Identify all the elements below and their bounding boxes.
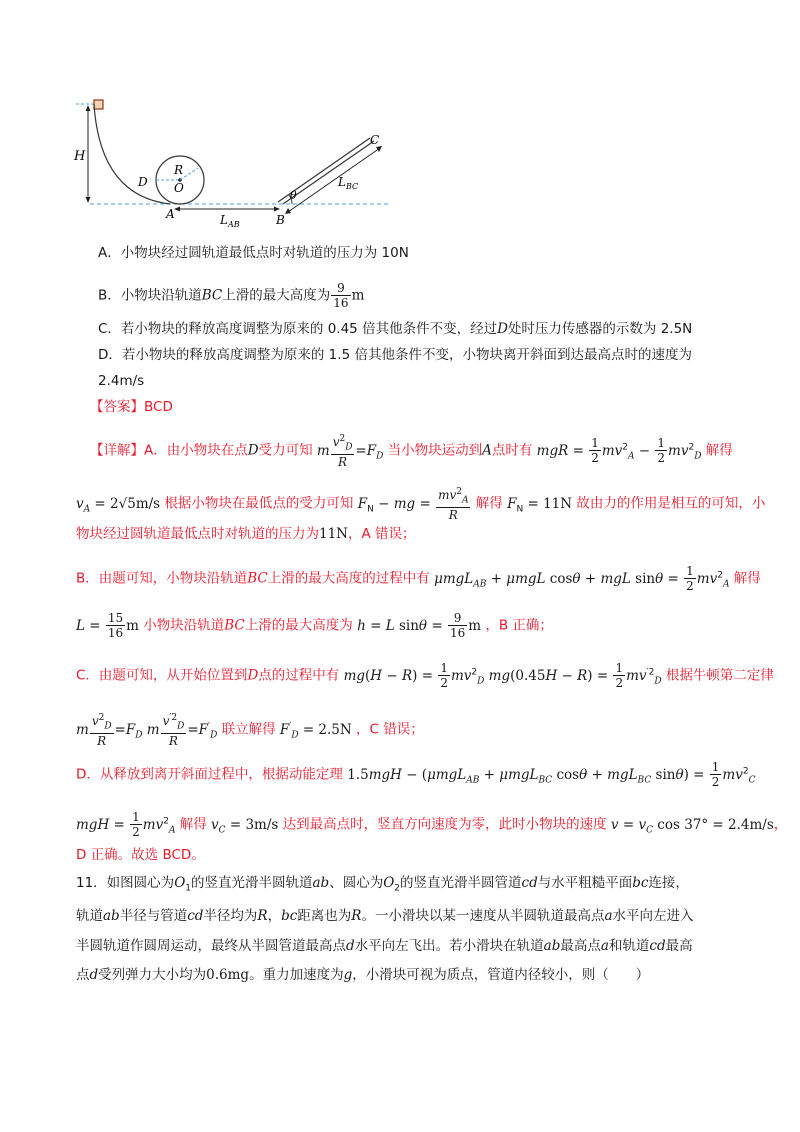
label-b: B <box>276 213 285 227</box>
small-block <box>94 100 103 109</box>
detail-line-2: $v_A = 2√5m/s$ 根据小物块在最低点的受力可知 $F_N$ − mg = $\frac{mv^2_A}{R}$ 解得 $F_N = 11N$ 故由力的作用是相互的可知，小 <box>76 487 766 523</box>
lab-arrow-left <box>174 207 180 212</box>
option-c: C．若小物块的释放高度调整为原来的 0.45 倍其他条件不变，经过D处时压力传感器的示数为 2.5N <box>98 321 693 337</box>
option-a: A．小物块经过圆轨道最低点时对轨道的压力为 10N <box>98 245 409 261</box>
option-b: B．小物块沿轨道BC上滑的最大高度为 $\frac{9}{16}$ m <box>98 281 365 310</box>
detail-line-8: D．从释放到离开斜面过程中，根据动能定理 1.5mgH − (μmgL$_{AB}$ + μmgL$_{BC}$ cosθ + mgL$_{BC}$ sinθ) = $\frac{1}{2}$ $mv^2_C$ <box>76 760 756 789</box>
q11-line-4: 点d受列弹力大小均为0.6mg。重力加速度为g，小滑块可视为质点，管道内径较小，则（ ） <box>76 967 650 983</box>
detail-line-1: 【详解】A．由小物块在点D受力可知 m $\frac{v^2_D}{R}$ $=F_D$ 当小物块运动到A点时有 mgR = $\frac{1}{2}$ $mv^2_A$ − $\frac{1}{2}$ $mv^2_D$ 解得 <box>90 434 733 470</box>
curved-track <box>94 104 170 204</box>
q11-line-3: 半圆轨道作圆周运动，最终从半圆管道最高点d水平向左飞出。若小滑块在轨道ab最高点a和轨道cd最高 <box>76 938 693 954</box>
height-arrow-top <box>86 105 91 111</box>
detail-line-9: mgH = $\frac{1}{2}$ $mv^2_A$ 解得 $v_C = 3m/s$ 达到最高点时，竖直方向速度为零，此时小物块的速度 $v = v_C$ cos 37° = 2.4m/s， <box>76 810 788 839</box>
label-o: O <box>174 181 184 195</box>
label-d: D <box>138 175 148 189</box>
label-h: H <box>74 149 86 164</box>
detail-line-5: L = $\frac{15}{16}$ m 小物块沿轨道BC上滑的最大高度为 h = L sinθ = $\frac{9}{16}$ m ，B 正确； <box>76 611 553 640</box>
label-c: C <box>370 133 380 147</box>
detail-line-6: C．由题可知，从开始位置到D点的过程中有 mg(H − R) = $\frac{1}{2}$ $mv^2_D$ mg(0.45H − R) = $\frac{1}{2}$ $mv^{'2}_D$ 根据牛顿第二定律 <box>76 661 774 690</box>
lbc-arrow <box>288 148 380 212</box>
option-d-line2: 2.4m/s <box>98 373 145 389</box>
answer-line: 【答案】BCD <box>90 399 173 415</box>
label-r: R <box>174 163 184 177</box>
q11-line-1: 11．如图圆心为$O_1$的竖直光滑半圆轨道ab、圆心为$O_2$的竖直光滑半圆管道cd与水平粗糙平面bc连接， <box>76 875 689 894</box>
label-lbc: $L_{BC}$ <box>338 175 359 191</box>
option-d-line1: D．若小物块的释放高度调整为原来的 1.5 倍其他条件不变，小物块离开斜面到达最高点时的速度为 <box>98 347 692 363</box>
label-lab: $L_{AB}$ <box>220 213 240 229</box>
detail-line-3: 物块经过圆轨道最低点时对轨道的压力为11N，A 错误； <box>76 526 416 542</box>
physics-figure <box>70 96 400 231</box>
height-arrow-bottom <box>86 197 91 203</box>
detail-line-7: m $\frac{v^2_D}{R}$ $=F_D$ m $\frac{v^{'2}_D}{R}$ $=F'_D$ 联立解得 $F'_D = 2.5N$ ，C 错误； <box>76 713 424 749</box>
lab-arrow-right <box>274 207 280 212</box>
detail-line-4: B．由题可知，小物块沿轨道BC上滑的最大高度的过程中有 μmgL$_{AB}$ + μmgL cosθ + mgL sinθ = $\frac{1}{2}$ $mv^2_A$ 解得 <box>76 564 761 593</box>
detail-line-10: D 正确。故选 BCD。 <box>76 847 205 863</box>
label-theta: θ <box>290 189 297 202</box>
incline-track-inner <box>283 141 374 204</box>
q11-line-2: 轨道ab半径与管道cd半径均为R，bc距离也为R。一小滑块以某一速度从半圆轨道最高点a水平向左进入 <box>76 908 694 924</box>
label-a: A <box>166 207 175 221</box>
